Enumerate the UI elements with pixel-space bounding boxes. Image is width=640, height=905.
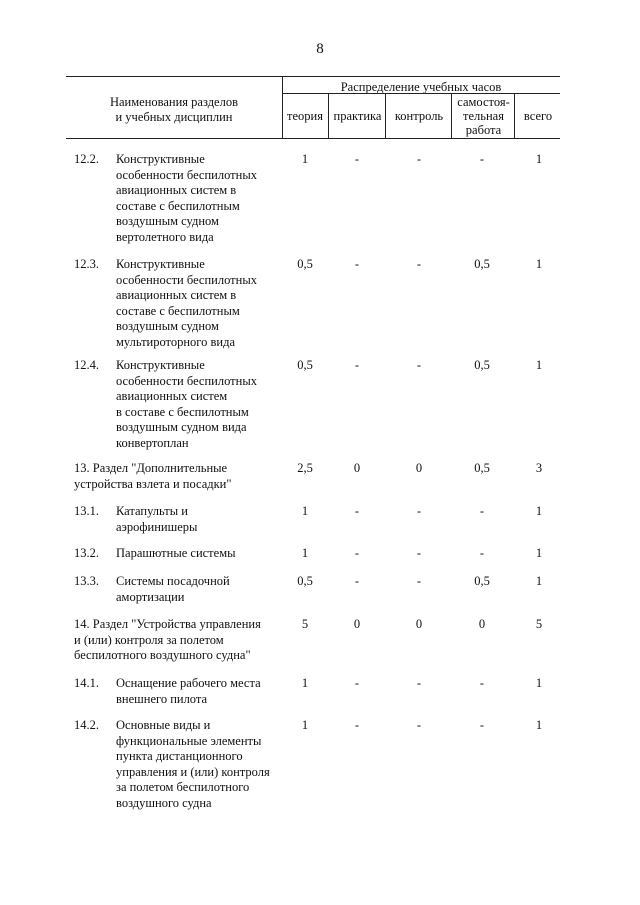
row-number: 12.2. xyxy=(74,152,99,166)
theory-hours: 0,5 xyxy=(297,257,313,271)
total-hours: 1 xyxy=(535,257,543,271)
row-title: Катапульты и аэрофинишеры xyxy=(116,504,198,534)
total-hours: 1 xyxy=(535,574,543,588)
practice-hours: - xyxy=(354,676,360,690)
header-total: всего xyxy=(514,93,561,138)
control-hours: - xyxy=(416,504,422,518)
row-number: 14.2. xyxy=(74,718,99,732)
practice-hours: 0 xyxy=(353,617,361,631)
total-hours: 1 xyxy=(535,718,543,732)
control-hours: - xyxy=(416,676,422,690)
row-title: Конструктивные особенности беспилотных авиационных систем в составе с беспилотным воздушным судном вертолетного вида xyxy=(116,152,257,244)
theory-hours: 1 xyxy=(301,676,309,690)
control-hours: 0 xyxy=(415,461,423,475)
header-name-column: Наименования разделов и учебных дисциплин xyxy=(109,95,238,124)
control-hours: - xyxy=(416,152,422,166)
total-hours: 1 xyxy=(535,358,543,372)
practice-hours: - xyxy=(354,718,360,732)
total-hours: 1 xyxy=(535,676,543,690)
table-header xyxy=(66,76,560,139)
row-title: Системы посадочной амортизации xyxy=(116,574,230,604)
self-study-hours: - xyxy=(479,718,485,732)
row-number: 13.3. xyxy=(74,574,99,588)
practice-hours: 0 xyxy=(353,461,361,475)
self-study-hours: - xyxy=(479,546,485,560)
row-title: Конструктивные особенности беспилотных авиационных систем в составе с беспилотным воздушным судном вида конвертоплан xyxy=(116,358,257,450)
row-number: 12.4. xyxy=(74,358,99,372)
total-hours: 3 xyxy=(535,461,543,475)
practice-hours: - xyxy=(354,504,360,518)
header-theory: теория xyxy=(287,108,323,123)
self-study-hours: 0,5 xyxy=(474,358,490,372)
theory-hours: 5 xyxy=(301,617,309,631)
practice-hours: - xyxy=(354,546,360,560)
total-hours: 5 xyxy=(535,617,543,631)
total-hours: 1 xyxy=(535,504,543,518)
self-study-hours: - xyxy=(479,676,485,690)
header-self-study: самостоя- тельная работа xyxy=(451,93,515,138)
self-study-hours: 0,5 xyxy=(474,574,490,588)
header-control: контроль xyxy=(385,93,452,138)
theory-hours: 0,5 xyxy=(297,574,313,588)
section-title: 14. Раздел "Устройства управления и (или) контроля за полетом беспилотного воздушного судна" xyxy=(74,617,261,662)
control-hours: - xyxy=(416,546,422,560)
self-study-hours: 0,5 xyxy=(474,257,490,271)
self-study-hours: 0,5 xyxy=(474,461,490,475)
row-title: Основные виды и функциональные элементы пункта дистанционного управления и (или) контроля за полетом беспилотного воздушного судна xyxy=(116,718,270,810)
total-hours: 1 xyxy=(535,152,543,166)
page-number: 8 xyxy=(316,41,324,57)
theory-hours: 1 xyxy=(301,152,309,166)
theory-hours: 1 xyxy=(301,546,309,560)
self-study-hours: 0 xyxy=(478,617,486,631)
theory-hours: 1 xyxy=(301,504,309,518)
row-number: 13.1. xyxy=(74,504,99,518)
row-number: 12.3. xyxy=(74,257,99,271)
control-hours: - xyxy=(416,718,422,732)
section-title: 13. Раздел "Дополнительные устройства взлета и посадки" xyxy=(74,461,232,491)
control-hours: 0 xyxy=(415,617,423,631)
row-title: Конструктивные особенности беспилотных авиационных систем в составе с беспилотным воздушным судном мультироторного вида xyxy=(116,257,257,349)
practice-hours: - xyxy=(354,574,360,588)
row-number: 14.1. xyxy=(74,676,99,690)
header-practice: практика xyxy=(328,93,386,138)
control-hours: - xyxy=(416,257,422,271)
practice-hours: - xyxy=(354,257,360,271)
self-study-hours: - xyxy=(479,152,485,166)
control-hours: - xyxy=(416,358,422,372)
self-study-hours: - xyxy=(479,504,485,518)
theory-hours: 2,5 xyxy=(297,461,313,475)
total-hours: 1 xyxy=(535,546,543,560)
control-hours: - xyxy=(416,574,422,588)
theory-hours: 1 xyxy=(301,718,309,732)
theory-hours: 0,5 xyxy=(297,358,313,372)
header-distribution: Распределение учебных часов xyxy=(340,80,502,94)
row-number: 13.2. xyxy=(74,546,99,560)
row-title: Оснащение рабочего места внешнего пилота xyxy=(116,676,261,706)
practice-hours: - xyxy=(354,358,360,372)
practice-hours: - xyxy=(354,152,360,166)
row-title: Парашютные системы xyxy=(116,546,236,560)
